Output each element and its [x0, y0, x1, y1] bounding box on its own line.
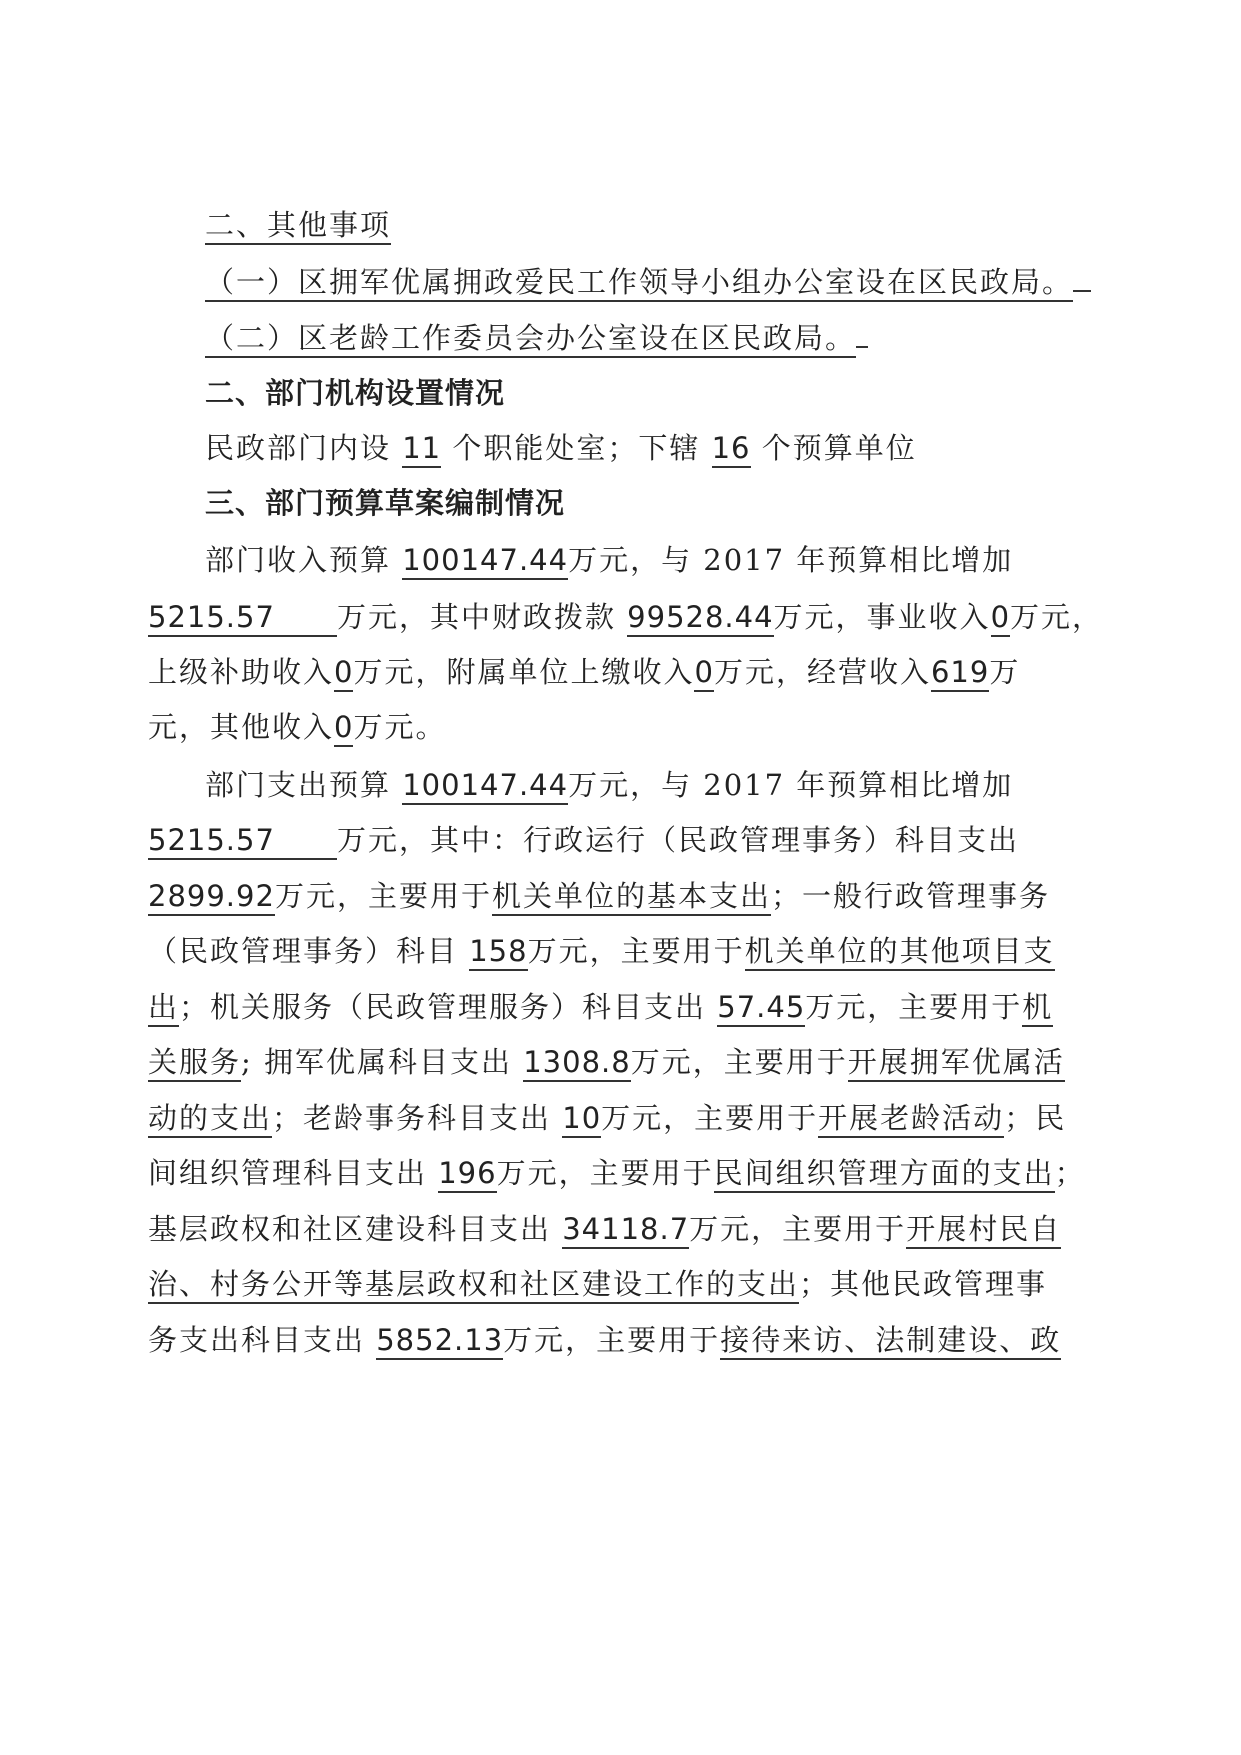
- heading-other-matters: 二、其他事项: [205, 205, 391, 245]
- expense-line-8: 间组织管理科目支出 196万元，主要用于民间组织管理方面的支出；: [148, 1153, 1086, 1193]
- expense-line-7: 动的支出；老龄事务科目支出 10万元，主要用于开展老龄活动；民: [148, 1098, 1066, 1138]
- income-line-4: 元，其他收入0万元。: [148, 707, 446, 747]
- expense-line-6: 关服务; 拥军优属科目支出 1308.8万元，主要用于开展拥军优属活: [148, 1042, 1065, 1082]
- item-2: （二）区老龄工作委员会办公室设在区民政局。: [205, 318, 868, 358]
- org-paragraph: 民政部门内设 11 个职能处室；下辖 16 个预算单位: [205, 428, 917, 468]
- expense-line-2: 5215.57 万元，其中：行政运行（民政管理事务）科目支出: [148, 820, 1019, 860]
- income-line-1: 部门收入预算 100147.44万元，与 2017 年预算相比增加: [205, 540, 1013, 580]
- expense-line-5: 出；机关服务（民政管理服务）科目支出 57.45万元，主要用于机: [148, 987, 1053, 1027]
- income-line-3: 上级补助收入0万元，附属单位上缴收入0万元，经营收入619万: [148, 652, 1020, 692]
- expense-line-11: 务支出科目支出 5852.13万元，主要用于接待来访、法制建设、政: [148, 1320, 1061, 1360]
- expense-line-3: 2899.92万元，主要用于机关单位的基本支出；一般行政管理事务: [148, 876, 1050, 916]
- expense-line-9: 基层政权和社区建设科目支出 34118.7万元，主要用于开展村民自: [148, 1209, 1061, 1249]
- heading-budget: 三、部门预算草案编制情况: [205, 486, 566, 520]
- expense-line-1: 部门支出预算 100147.44万元，与 2017 年预算相比增加: [205, 765, 1013, 805]
- heading-org-setup: 二、部门机构设置情况: [205, 376, 506, 410]
- income-line-2: 5215.57 万元，其中财政拨款 99528.44万元，事业收入0万元，: [148, 597, 1103, 637]
- item-1: （一）区拥军优属拥政爱民工作领导小组办公室设在区民政局。: [205, 262, 1091, 302]
- expense-line-4: （民政管理事务）科目 158万元，主要用于机关单位的其他项目支: [148, 931, 1055, 971]
- expense-line-10: 治、村务公开等基层政权和社区建设工作的支出；其他民政管理事: [148, 1264, 1047, 1304]
